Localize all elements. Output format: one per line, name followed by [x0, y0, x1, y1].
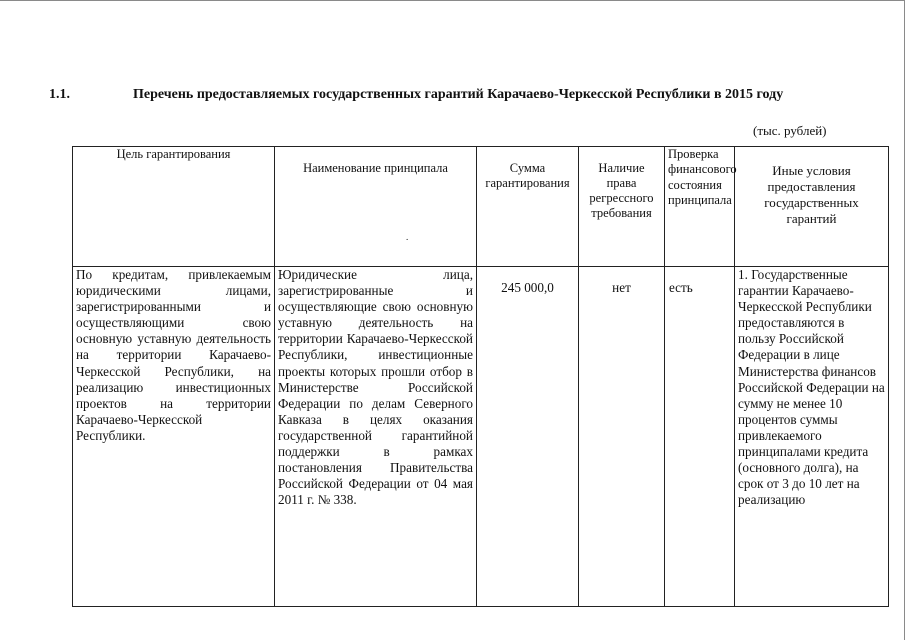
stray-dot: .: [406, 232, 409, 242]
section-title: Перечень предоставляемых государственных гарантий Карачаево-Черкесской Республики в 2015 году: [133, 87, 784, 102]
units-label: (тыс. рублей): [753, 123, 827, 138]
cell-other-conditions: 1. Государственные гарантии Карачаево-Черкесской Республики предоставляются в пользу Российской Федерации в лице Министерства финансов Российской Федерации на сумму не менее 10 процентов суммы привлекаемого принципалами кредита (основного долга), на срок от 3 до 10 лет на реализацию: [735, 267, 889, 607]
guarantees-table: [72, 146, 889, 607]
header-principal-name: Наименование принципала .: [275, 147, 477, 267]
section-number: 1.1.: [49, 87, 70, 102]
table-row: [73, 267, 889, 607]
header-amount: Сумма гарантирования: [477, 147, 579, 267]
cell-regress: нет: [579, 267, 665, 607]
cell-goal: По кредитам, привлекаемым юридическими лицами, зарегистрированными и осуществляющими свою основную уставную деятельность на территории Карачаево-Черкесской Республики, на реализацию инвестиционных проектов на территории Карачаево-Черкесской Республики.: [73, 267, 275, 607]
table-header-row: [73, 147, 889, 267]
cell-financial-check: есть: [665, 267, 735, 607]
header-financial-check: Проверка финансового состояния принципала: [665, 147, 735, 267]
header-other-conditions: Иные условия предоставления государственных гарантий: [735, 147, 889, 267]
cell-principal-name: Юридические лица, зарегистрированные и осуществляющие свою основную уставную деятельность на территории Карачаево-Черкесской Республики, инвестиционные проекты которых прошли отбор в Министерстве Российской Федерации по делам Северного Кавказа в целях оказания государственной гарантийной поддержки в рамках постановления Правительства Российской Федерации от 04 мая 2011 г. № 338.: [275, 267, 477, 607]
header-goal: Цель гарантирования: [73, 147, 275, 267]
header-regress: Наличие права регрессного требования: [579, 147, 665, 267]
cell-amount: 245 000,0: [477, 267, 579, 607]
page-top-border: [0, 0, 905, 1]
